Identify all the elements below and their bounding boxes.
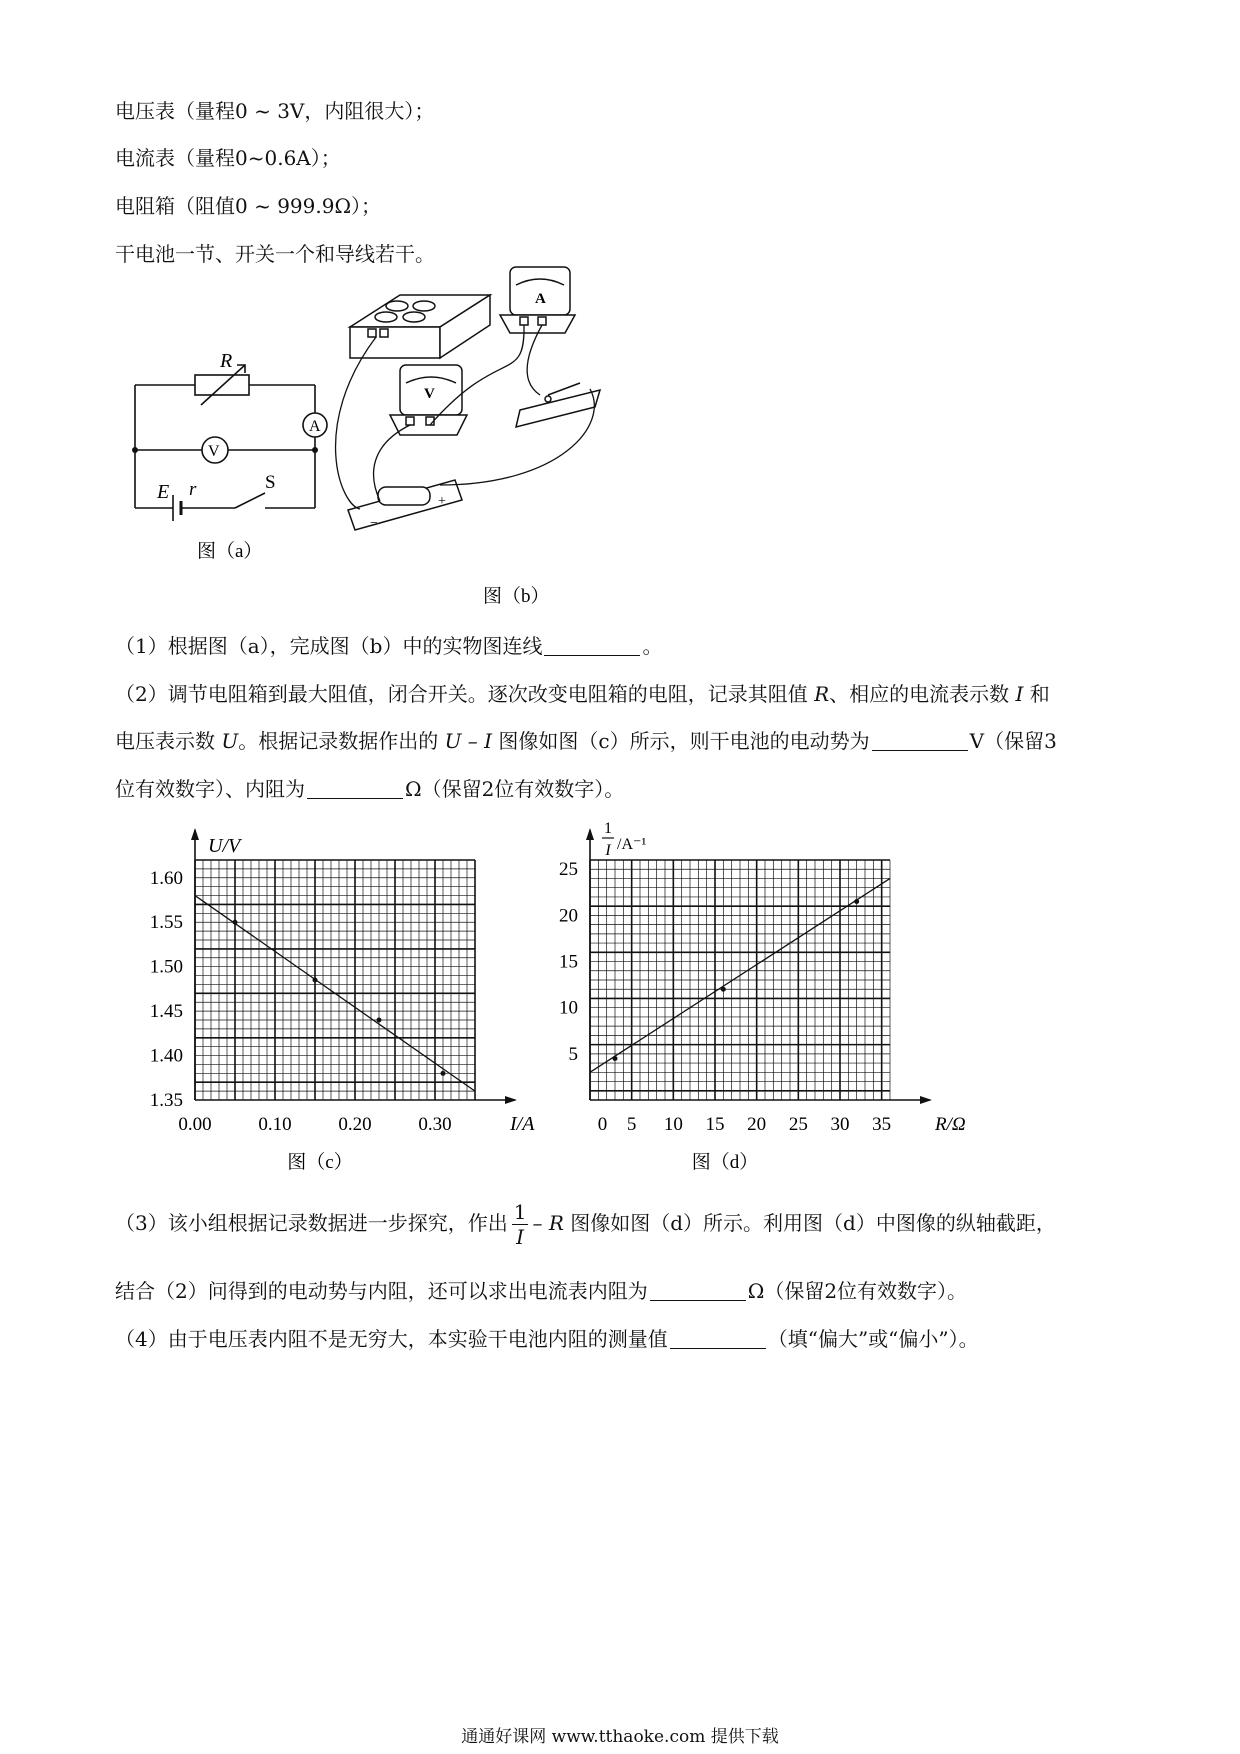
x-tick-label: 0.10	[258, 1114, 292, 1135]
y-axis-label-denominator: I	[605, 842, 611, 859]
label-voltmeter: V	[208, 443, 220, 460]
answer-blank-q1[interactable]	[544, 637, 640, 656]
y-tick-label: 20	[559, 905, 578, 927]
label-internal-r: r	[189, 479, 197, 500]
chart-c	[130, 830, 550, 1173]
battery-minus: −	[370, 516, 378, 531]
x-tick-label: 0	[597, 1114, 608, 1135]
x-tick-label: 5	[626, 1114, 637, 1135]
data-point	[613, 1056, 618, 1061]
meter-a-label: A	[535, 291, 546, 307]
question-4: （4）由于电压表内阻不是无穷大，本实验干电池内阻的测量值 （填“偏大”或“偏小”）。	[115, 1327, 979, 1351]
equipment-voltmeter: 电压表（量程0 ~ 3V，内阻很大）；	[115, 99, 435, 123]
y-axis-arrow	[191, 828, 199, 840]
answer-blank-emf[interactable]	[872, 732, 968, 751]
junction-dot	[132, 447, 138, 453]
junction-dot	[312, 447, 318, 453]
y-axis-arrow	[586, 828, 594, 840]
label-emf: E	[157, 481, 170, 503]
footer: 通通好课网 www.tthaoke.com 提供下载	[461, 1727, 779, 1747]
figure-b-caption: 图（b）	[483, 586, 550, 607]
x-axis-label: I/A	[510, 1113, 535, 1135]
data-point	[854, 899, 859, 904]
answer-blank-ammeter-resistance[interactable]	[650, 1282, 746, 1301]
data-point	[233, 920, 238, 925]
figure-a-caption: 图（a）	[197, 541, 263, 562]
question-2-line-1: （2）调节电阻箱到最大阻值，闭合开关。逐次改变电阻箱的电阻，记录其阻值 R、相应的电流表示数 I 和	[115, 682, 1050, 706]
data-point	[441, 1071, 446, 1076]
y-tick-label: 1.45	[149, 1001, 183, 1023]
apparatus-diagram	[340, 265, 680, 620]
chart-caption: 图（c）	[287, 1152, 353, 1173]
x-tick-label: 0.20	[338, 1114, 372, 1135]
answer-blank-internal-resistance[interactable]	[307, 780, 403, 799]
y-tick-label: 1.50	[149, 956, 183, 978]
y-tick-label: 1.35	[149, 1090, 183, 1111]
battery-plus: +	[438, 494, 446, 509]
y-axis-label-numerator: 1	[604, 820, 612, 837]
x-tick-label: 15	[705, 1114, 725, 1135]
x-tick-label: 0.30	[418, 1114, 452, 1135]
label-r-resistor: R	[220, 350, 233, 372]
y-tick-label: 25	[559, 859, 578, 881]
fraction-1-over-i: $\frac{1}{I}$	[513, 1200, 527, 1249]
data-point	[721, 987, 726, 992]
x-tick-label: 10	[663, 1114, 683, 1135]
x-tick-label: 35	[872, 1114, 892, 1135]
x-axis-arrow	[505, 1096, 517, 1104]
x-axis-arrow	[920, 1096, 932, 1104]
data-point	[313, 978, 318, 983]
x-axis-label: R/Ω	[935, 1114, 966, 1135]
y-tick-label: 5	[568, 1043, 578, 1065]
x-tick-label: 20	[747, 1114, 767, 1135]
y-tick-label: 1.55	[149, 912, 183, 934]
x-tick-label: 0.00	[178, 1114, 212, 1135]
x-tick-label: 25	[788, 1114, 808, 1135]
circuit-diagram	[125, 305, 330, 565]
y-tick-label: 1.60	[149, 867, 183, 889]
label-switch: S	[265, 472, 276, 493]
data-point	[377, 1018, 382, 1023]
question-2-line-3: 位有效数字）、内阻为 Ω（保留2位有效数字）。	[115, 777, 625, 801]
chart-d	[540, 815, 966, 1173]
equipment-ammeter: 电流表（量程0~0.6A）；	[115, 146, 341, 170]
equipment-resistance-box: 电阻箱（阻值0 ~ 999.9Ω）；	[115, 194, 382, 218]
x-tick-label: 30	[830, 1114, 850, 1135]
equipment-battery: 干电池一节、开关一个和导线若干。	[115, 242, 435, 266]
y-axis-label-unit: /A⁻¹	[617, 836, 647, 853]
question-1: （1）根据图（a），完成图（b）中的实物图连线 。	[115, 634, 663, 658]
meter-v-label: V	[424, 386, 435, 402]
y-axis-label: U/V	[208, 835, 241, 857]
y-tick-label: 10	[559, 997, 578, 1019]
y-tick-label: 1.40	[149, 1045, 183, 1067]
question-2-line-2: 电压表示数 U。根据记录数据作出的 U – I 图像如图（c）所示，则干电池的电动势为 V（保留3	[115, 729, 1057, 753]
question-3-line-1: （3）该小组根据记录数据进一步探究，作出 $\frac{1}{I}$ – R 图像如图（d）所示。利用图（d）中图像的纵轴截距，	[115, 1200, 1056, 1249]
label-ammeter: A	[309, 418, 321, 435]
y-tick-label: 15	[559, 951, 578, 973]
question-3-line-2: 结合（2）问得到的电动势与内阻，还可以求出电流表内阻为 Ω（保留2位有效数字）。	[115, 1279, 968, 1303]
answer-blank-q4[interactable]	[670, 1330, 766, 1349]
chart-caption: 图（d）	[691, 1152, 759, 1173]
